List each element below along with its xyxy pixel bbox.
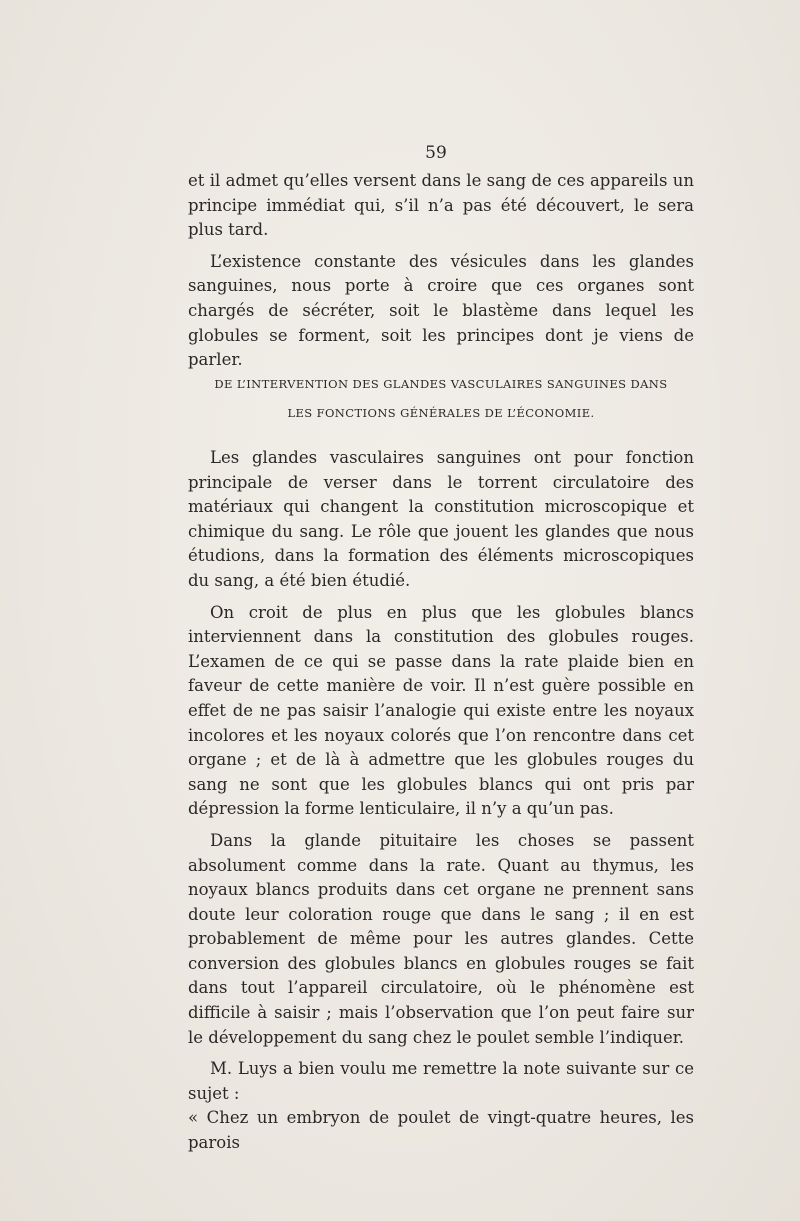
paragraph: Les glandes vasculaires sanguines ont pour fonction principale de verser dans le torrent circulatoire des matériaux qui changent la constitution microscopique et chimique du sang. Le rôle que jouent les glandes que nous étudions, dans la formation des éléments microscopiques du sang, a été bien étudié. xyxy=(188,448,694,590)
section-heading-line: LES FONCTIONS GÉNÉRALES DE L’ÉCONOMIE. xyxy=(287,406,595,420)
paragraph: « Chez un embryon de poulet de vingt-quatre heures, les parois xyxy=(188,1108,694,1153)
text-block-main xyxy=(188,446,694,1163)
paragraph: On croit de plus en plus que les globules blancs interviennent dans la constitution des globules rouges. L’examen de ce qui se passe dans la rate plaide bien en faveur de cette manière de voir. Il n’est guère possible en effet de ne pas saisir l’analogie qui existe entre les noyaux incolores et les noyaux colorés que l’on rencontre dans cet organe ; et de là à admettre que les globules rouges du sang ne sont que les globules blancs qui ont pris par dépression la forme lenticulaire, il n’y a qu’un pas. xyxy=(188,602,694,819)
paragraph: M. Luys a bien voulu me remettre la note suivante sur ce sujet : xyxy=(188,1059,694,1103)
section-heading xyxy=(188,370,694,428)
paragraph: Dans la glande pituitaire les choses se passent absolument comme dans la rate. Quant au thymus, les noyaux blancs produits dans cet organe ne prennent sans doute leur coloration rouge que dans le sang ; il en est probablement de même pour les autres glandes. Cette conversion des globules blancs en globules rouges se fait dans tout l’appareil circulatoire, où le phénomène est difficile à saisir ; mais l’observation que l’on peut faire sur le développement du sang chez le poulet semble l’indiquer. xyxy=(188,830,694,1047)
page-number: 59 xyxy=(425,143,447,163)
paragraph: et il admet qu’elles versent dans le sang de ces appareils un principe immédiat qui, s’il n’a pas été découvert, le sera plus tard. xyxy=(188,171,694,240)
paragraph: L’existence constante des vésicules dans les glandes sanguines, nous porte à croire que ces organes sont chargés de sécréter, soit le blastème dans lequel les globules se forment, soit les principes dont je viens de parler. xyxy=(188,251,694,370)
text-block-top xyxy=(188,169,694,380)
section-heading-line: DE L’INTERVENTION DES GLANDES VASCULAIRES SANGUINES DANS xyxy=(214,377,668,391)
